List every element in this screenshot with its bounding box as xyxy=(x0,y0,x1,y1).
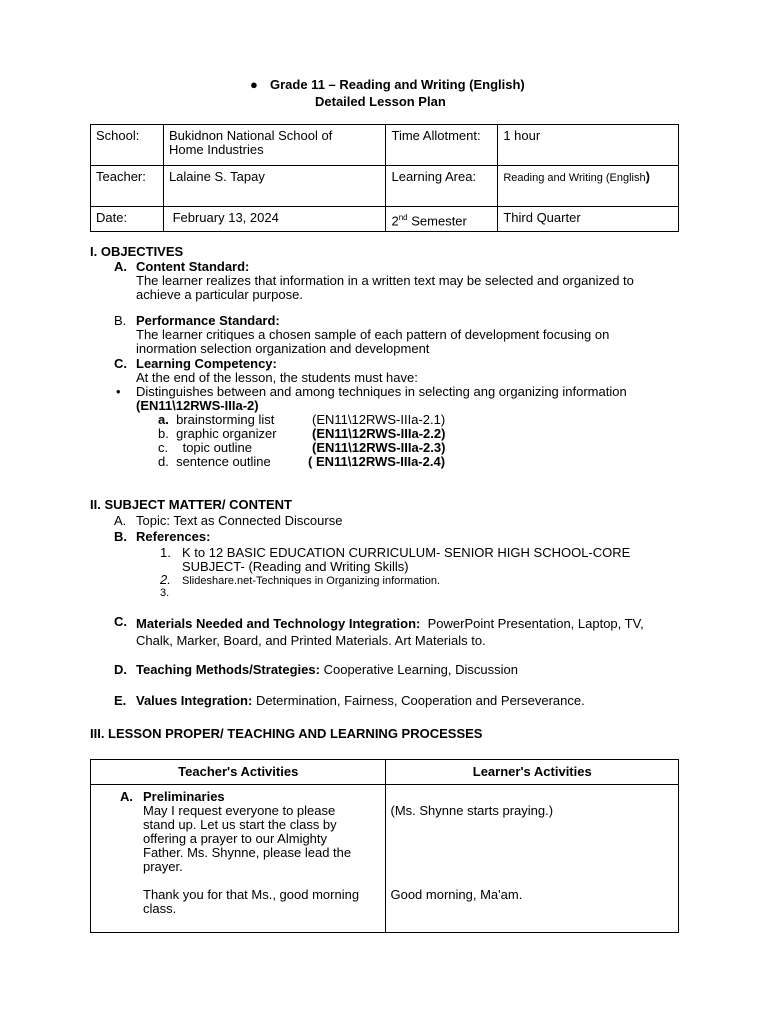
competency-bullet-text: Distinguishes between and among techniques in selecting ang organizing information xyxy=(136,384,627,399)
topic-letter: A. xyxy=(114,513,127,528)
teacher-greeting-text: Thank you for that Ms., good morning class. xyxy=(143,887,360,916)
reference-number: 3. xyxy=(160,587,170,599)
info-row-date xyxy=(91,207,679,232)
area-value: Reading and Writing (English) xyxy=(498,166,679,207)
technique-code: (EN11\12RWS-IIIa-2.2) xyxy=(312,426,446,441)
references-title: References: xyxy=(136,529,211,544)
content-standard-text: The learner realizes that information in a written text may be selected and organized to achieve a particular purpose. xyxy=(136,273,634,302)
document-subtitle: Detailed Lesson Plan xyxy=(315,94,446,109)
title-bullet-icon: ● xyxy=(250,77,258,92)
technique-code: (EN11\12RWS-IIIa-2.3) xyxy=(312,440,446,455)
objectives-heading: I. OBJECTIVES xyxy=(90,244,184,259)
teacher-activities-header: Teacher's Activities xyxy=(91,760,386,785)
teacher-value: Lalaine S. Tapay xyxy=(163,166,386,207)
methods-letter: D. xyxy=(114,662,127,677)
school-value: Bukidnon National School of Home Industries xyxy=(163,125,386,166)
info-row-teacher xyxy=(91,166,679,207)
info-table xyxy=(90,124,679,232)
technique-item: b. graphic organizer xyxy=(158,426,277,441)
lesson-heading: III. LESSON PROPER/ TEACHING AND LEARNING PROCESSES xyxy=(90,726,483,741)
quarter-value: Third Quarter xyxy=(498,207,679,232)
learner-activities-header: Learner's Activities xyxy=(386,760,679,785)
values-text: Values Integration: Determination, Fairness, Cooperation and Perseverance. xyxy=(136,693,585,708)
reference-number: 2. xyxy=(160,572,171,587)
document-title xyxy=(250,77,525,92)
subject-heading: II. SUBJECT MATTER/ CONTENT xyxy=(90,497,292,512)
school-label: School: xyxy=(91,125,164,166)
performance-standard-letter: B. xyxy=(114,313,127,328)
technique-code: (EN11\12RWS-IIIa-2.1) xyxy=(312,412,446,427)
performance-standard-title: Performance Standard: xyxy=(136,313,280,328)
values-letter: E. xyxy=(114,693,127,708)
info-row-school xyxy=(91,125,679,166)
competency-bullet-icon: • xyxy=(116,384,121,399)
learning-competency-title: Learning Competency: xyxy=(136,356,277,371)
learner-activities-cell xyxy=(386,785,679,933)
title-text: Grade 11 – Reading and Writing (English) xyxy=(270,77,525,92)
technique-item: a. brainstorming list xyxy=(158,412,275,427)
materials-letter: C. xyxy=(114,614,127,629)
date-label: Date: xyxy=(91,207,164,232)
area-label: Learning Area: xyxy=(386,166,498,207)
reference-text: Slideshare.net-Techniques in Organizing information. xyxy=(182,575,441,587)
competency-code: (EN11\12RWS-IIIa-2) xyxy=(136,398,259,413)
learner-greeting-text: Good morning, Ma'am. xyxy=(390,887,523,902)
reference-number: 1. xyxy=(160,545,171,560)
technique-item: c. topic outline xyxy=(158,440,252,455)
teacher-activities-cell xyxy=(91,785,386,933)
activities-table xyxy=(90,759,679,933)
topic-text: Topic: Text as Connected Discourse xyxy=(136,513,343,528)
learning-competency-text: At the end of the lesson, the students must have: xyxy=(136,370,418,385)
teacher-label: Teacher: xyxy=(91,166,164,207)
content-standard-title: Content Standard: xyxy=(136,259,250,274)
preliminaries-title: Preliminaries xyxy=(143,789,225,804)
learning-competency-letter: C. xyxy=(114,356,127,371)
semester-value: 2nd Semester xyxy=(386,207,498,232)
date-value: February 13, 2024 xyxy=(163,207,386,232)
time-value: 1 hour xyxy=(498,125,679,166)
performance-standard-text: The learner critiques a chosen sample of each pattern of development focusing on inormation selection organization and development xyxy=(136,327,610,356)
activities-header-row xyxy=(91,760,679,785)
references-letter: B. xyxy=(114,529,127,544)
technique-code: ( EN11\12RWS-IIIa-2.4) xyxy=(308,454,446,469)
materials-text: Materials Needed and Technology Integration: PowerPoint Presentation, Laptop, TV, Chalk, Marker, Board, and Printed Materials. Art Materials to. xyxy=(136,616,644,648)
reference-text: K to 12 BASIC EDUCATION CURRICULUM- SENIOR HIGH SCHOOL-CORE SUBJECT- (Reading and Writing Skills) xyxy=(182,545,631,574)
methods-text: Teaching Methods/Strategies: Cooperative Learning, Discussion xyxy=(136,662,518,677)
preliminaries-letter: A. xyxy=(120,789,133,804)
time-label: Time Allotment: xyxy=(386,125,498,166)
content-standard-heading: A. xyxy=(114,259,127,274)
activities-row xyxy=(91,785,679,933)
teacher-prayer-text: May I request everyone to please stand up. Let us start the class by offering a prayer to our Almighty Father. Ms. Shynne, please lead the prayer. xyxy=(143,803,352,874)
learner-prayer-text: (Ms. Shynne starts praying.) xyxy=(390,803,554,818)
technique-item: d. sentence outline xyxy=(158,454,271,469)
